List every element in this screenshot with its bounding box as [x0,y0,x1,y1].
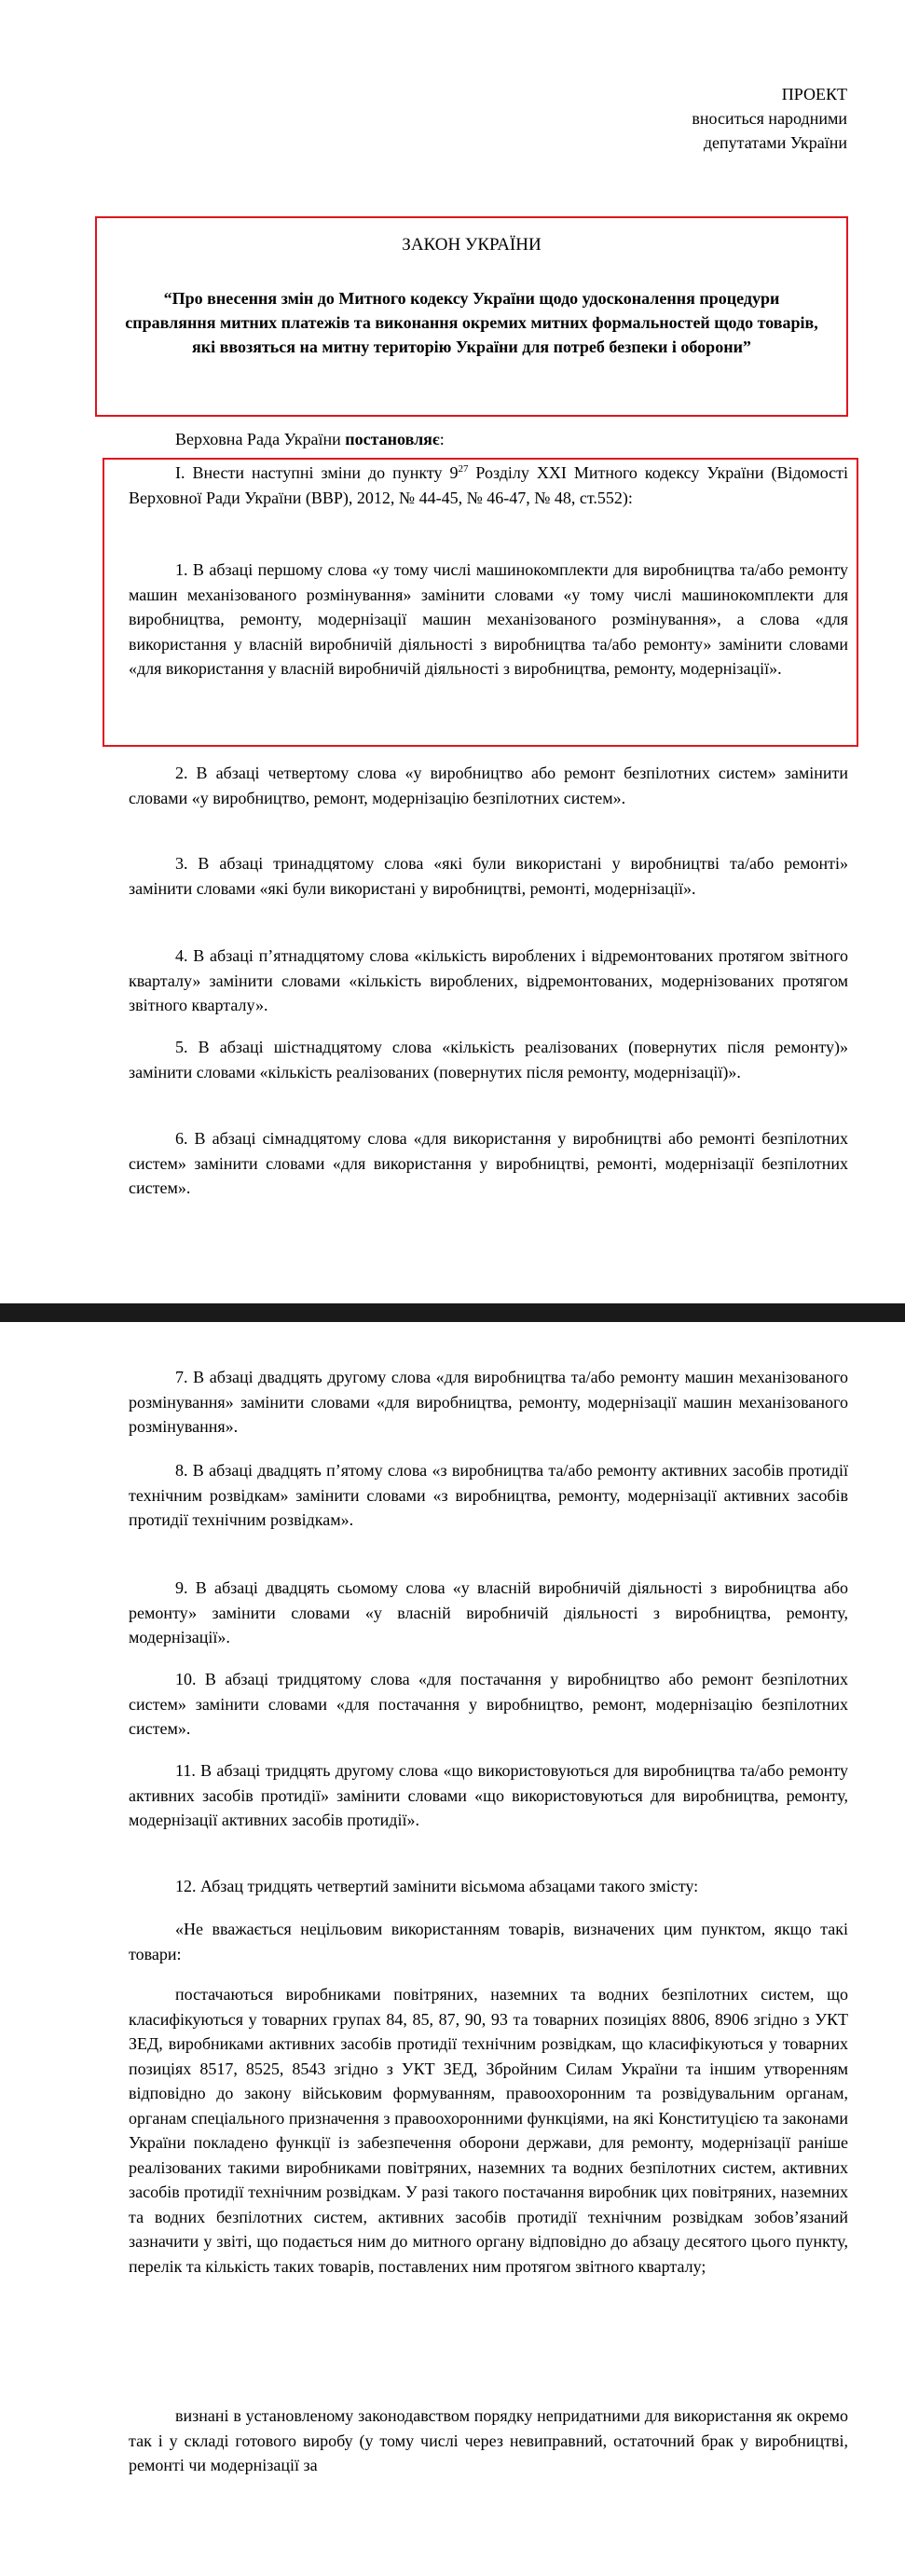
header-deputies: депутатами України [703,133,847,152]
preamble-text: Верховна Рада України [175,430,346,448]
preamble [129,427,848,452]
section-1-intro-a: I. Внести наступні зміни до пункту 9 [175,463,459,482]
law-kind: ЗАКОН УКРАЇНИ [402,235,542,255]
item-5: 5. В абзаці шістнадцятому слова «кількість реалізованих (повернутих після ремонту)» замінити словами «кількість реалізованих (повернутих після ремонту, модернізації)». [129,1038,848,1081]
header-submitted: вноситься народними [692,109,847,128]
preamble-colon: : [439,430,445,448]
item-6: 6. В абзаці сімнадцятому слова «для використання у виробництві або ремонті безпілотних систем» замінити словами «для використання у виробництві, ремонті, модернізації безпілотних систем». [129,1129,848,1197]
section-1-intro [129,461,848,510]
law-title: “Про внесення змін до Митного кодексу України щодо удосконалення процедури справляння митних платежів та виконання окремих митних формальностей щодо товарів, які ввозяться на митну територію України для потреб безпеки і оборони” [125,289,818,356]
section-1-intro-b: Розділу XXI Митного кодексу України (Відомості Верховної Ради України (ВВР), 2012, № 44-45, № 46-47, № 48, ст.552): [129,463,848,507]
item-4: 4. В абзаці п’ятнадцятому слова «кількість вироблених і відремонтованих протягом звітного кварталу» замінити словами «кількість вироблених, відремонтованих, модернізованих протягом звітного кварталу». [129,946,848,1014]
item-2: 2. В абзаці четвертому слова «у виробництво або ремонт безпілотних систем» замінити словами «у виробництво, ремонт, модернізацію безпілотних систем». [129,764,848,807]
preamble-bold: постановляє [345,430,440,448]
section-1-sup: 27 [458,463,469,475]
quoted-paragraph-3: визнані в установленому законодавством порядку непридатними для використання як окремо так і у складі готового виробу (у тому числі через невиправний, остаточний брак у виробництві, ремонті чи модернізації за [129,2406,848,2474]
header-block [692,82,847,155]
item-7: 7. В абзаці двадцять другому слова «для виробництва та/або ремонту машин механізованого розмінування» замінити словами «для виробництва, ремонту, модернізації машин механізованого розмінування». [129,1368,848,1436]
item-9: 9. В абзаці двадцять сьомому слова «у власній виробничій діяльності з виробництва або ремонту» замінити словами «у власній виробничій діяльності з виробництва, ремонту, модернізації». [129,1578,848,1646]
item-3: 3. В абзаці тринадцятому слова «які були використані у виробництві та/або ремонті» замінити словами «які були використані у виробництві, ремонті, модернізації». [129,854,848,898]
quoted-paragraph-1: «Не вважається нецільовим використанням товарів, визначених цим пунктом, якщо такі товари: [129,1920,848,1963]
header-proekt: ПРОЕКТ [781,85,847,103]
item-11: 11. В абзаці тридцять другому слова «що використовуються для виробництва та/або ремонту активних засобів протидії» замінити словами «що використовуються для виробництва, ремонту, модернізації активних засобів протидії». [129,1761,848,1829]
item-10: 10. В абзаці тридцятому слова «для постачання у виробництво або ремонт безпілотних систем» замінити словами «для постачання у виробництво, ремонт, модернізацію безпілотних систем». [129,1670,848,1738]
document-page-2 [0,1322,905,2576]
quoted-paragraph-2: постачаються виробниками повітряних, наземних та водних безпілотних систем, що класифікуються у товарних групах 84, 85, 87, 90, 93 та товарних позиціях 8806, 8906 згідно з УКТ ЗЕД, виробниками активних засобів протидії технічним розвідкам, що класифікуються у товарних позиціях 8517, 8525, 8543 згідно з УКТ ЗЕД, Збройним Силам України та іншим утворенням відповідно до закону військовим формуванням, правоохоронним та розвідувальним органам, органам спеціального призначення з правоохоронними функціями, на які Конституцією та законами України покладено функції із забезпечення оборони держави, для ремонту, модернізації раніше реалізованих такими виробниками повітряних, наземних та водних безпілотних систем, активних засобів протидії технічним розвідкам. У разі такого постачання виробник цих повітряних, наземних та водних безпілотних систем, активних засобів протидії технічним розвідкам зобов’язаний зазначити у звіті, що подається ним до митного органу відповідно до абзацу десятого цього пункту, перелік та кількість таких товарів, поставлених ним протягом звітного кварталу; [129,1985,848,2276]
item-12: 12. Абзац тридцять четвертий замінити вісьмома абзацами такого змісту: [175,1877,699,1895]
item-8: 8. В абзаці двадцять п’ятому слова «з виробництва та/або ремонту активних засобів протидії технічним розвідкам» замінити словами «з виробництва, ремонту, модернізації активних засобів протидії технічним розвідкам». [129,1461,848,1529]
page-separator [0,1303,905,1322]
item-1: 1. В абзаці першому слова «у тому числі машинокомплекти для виробництва та/або ремонту машин механізованого розмінування» замінити словами «у тому числі машинокомплекти для виробництва, ремонту, модернізації машин механізованого розмінування», а слова «для використання у власній виробничій діяльності з виробництва та/або ремонту» замінити словами «для використання у власній виробничій діяльності з виробництва, ремонту, модернізації». [129,560,848,678]
